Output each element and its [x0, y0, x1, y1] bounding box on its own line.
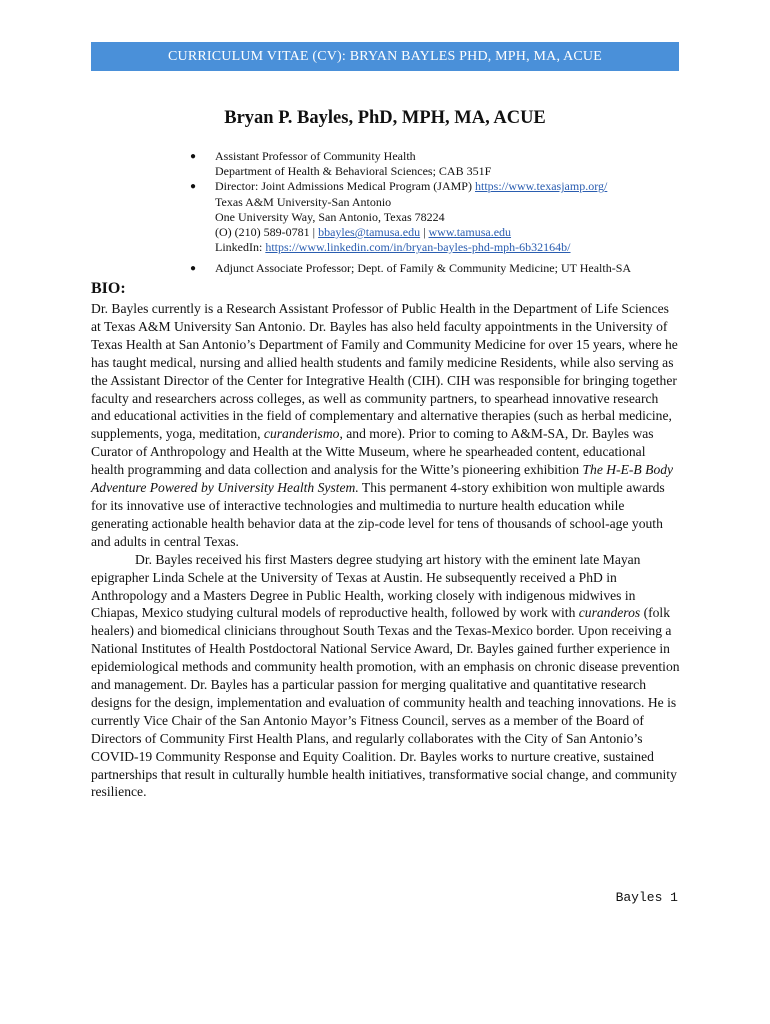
contact-list: [190, 149, 730, 277]
bio-text: , and more). Prior to coming to A&M-SA, Dr. Bayles was Curator of Anthropology and Health at the Witte Museum, where he spearheaded content, educational health programming and data collection and analysis for the Witte’s pioneering exhibition: [91, 426, 654, 478]
bio-text: This permanent 4-story exhibition won multiple awards for its innovative use of interactive technologies and multimedia to nurture health education while generating actionable health behavior data at the zip-code level for tens of thousands of school-age youth and adults in central Texas.: [91, 480, 665, 549]
document-header-bar: CURRICULUM VITAE (CV): BRYAN BAYLES PHD, MPH, MA, ACUE: [91, 42, 679, 71]
linkedin-line: [215, 240, 730, 255]
bio-paragraph-1: [91, 300, 681, 551]
bio-italic-term: curanderos: [578, 605, 641, 621]
jamp-link[interactable]: https://www.texasjamp.org/: [474, 179, 608, 194]
bio-body: [91, 300, 681, 801]
linkedin-link[interactable]: https://www.linkedin.com/in/bryan-bayles-phd-mph-6b32164b/: [265, 240, 571, 255]
website-link[interactable]: www.tamusa.edu: [428, 225, 512, 240]
bio-text: (folk healers) and biomedical clinicians throughout South Texas and the Texas-Mexico border. Upon receiving a National Institutes of Health Postdoctoral National Service Award, Dr. Bayles gained further experience in epidemiological methods and community health promotion, with an emphasis on chronic disease prevention and management. Dr. Bayles has a particular passion for merging qualitative and quantitative research designs for the design, implementation and evaluation of community health and teaching innovations. He is currently Vice Chair of the San Antonio Mayor’s Fitness Council, serves as a member of the Board of Directors of Community First Health Plans, and regularly collaborates with the City of San Antonio’s COVID-19 Community Response and Equity Coalition. Dr. Bayles works to nurture creative, sustained partnerships that result in culturally humble health initiatives, transformative social change, and community resilience.: [91, 605, 680, 800]
department: Department of Health & Behavioral Sciences; CAB 351F: [215, 164, 492, 179]
email-link[interactable]: bbayles@tamusa.edu: [318, 225, 421, 240]
director-title: Director: Joint Admissions Medical Program (JAMP): [215, 179, 475, 194]
contact-item-position: [190, 149, 730, 179]
bio-italic-term: curanderismo: [263, 426, 340, 442]
bio-text: Dr. Bayles currently is a Research Assistant Professor of Public Health in the Department of Life Sciences at Texas A&M University San Antonio. Dr. Bayles has also held faculty appointments in the University of Texas Health at San Antonio’s Department of Family and Community Medicine for over 15 years, where he has taught medical, nursing and allied health students and family medicine Residents, while also serving as the Assistant Director of the Center for Integrative Health (CIH). CIH was responsible for bringing together faculty and researchers across colleges, as well as community partners, to spearhead innovative research and educational activities in the field of complementary and alternative therapies (such as herbal medicine, supplements, yoga, meditation,: [91, 301, 678, 442]
address: One University Way, San Antonio, Texas 78224: [215, 209, 445, 224]
adjunct-title: Adjunct Associate Professor; Dept. of Family & Community Medicine; UT Health-SA: [215, 261, 632, 276]
linkedin-label: LinkedIn:: [215, 240, 266, 255]
bullet-icon: ●: [190, 151, 197, 162]
separator: |: [420, 225, 429, 240]
page-title: Bryan P. Bayles, PhD, MPH, MA, ACUE: [224, 108, 546, 128]
bio-text: Dr. Bayles received his first Masters degree studying art history with the eminent late Mayan epigrapher Linda Schele at the University of Texas at Austin. He subsequently received a PhD in Anthropology and a Masters Degree in Public Health, working closely with indigenous midwives in Chiapas, Mexico studying cultural models of reproductive health, followed by work with: [91, 551, 641, 621]
bio-paragraph-2: [91, 551, 681, 802]
university-name: Texas A&M University-San Antonio: [215, 194, 392, 209]
position-title: Assistant Professor of Community Health: [215, 149, 416, 163]
bullet-icon: ●: [190, 263, 197, 275]
bio-italic-title: The H-E-B Body Adventure Powered by University Health System.: [91, 462, 674, 496]
contact-item-adjunct: [190, 261, 730, 276]
phone-email-line: [215, 225, 730, 240]
bullet-icon: ●: [190, 181, 197, 193]
contact-item-director: [190, 179, 730, 255]
phone: (O) (210) 589-0781 |: [215, 225, 319, 240]
director-line: [215, 179, 730, 194]
page-footer: Bayles 1: [615, 890, 678, 905]
bio-heading: BIO:: [91, 280, 126, 297]
